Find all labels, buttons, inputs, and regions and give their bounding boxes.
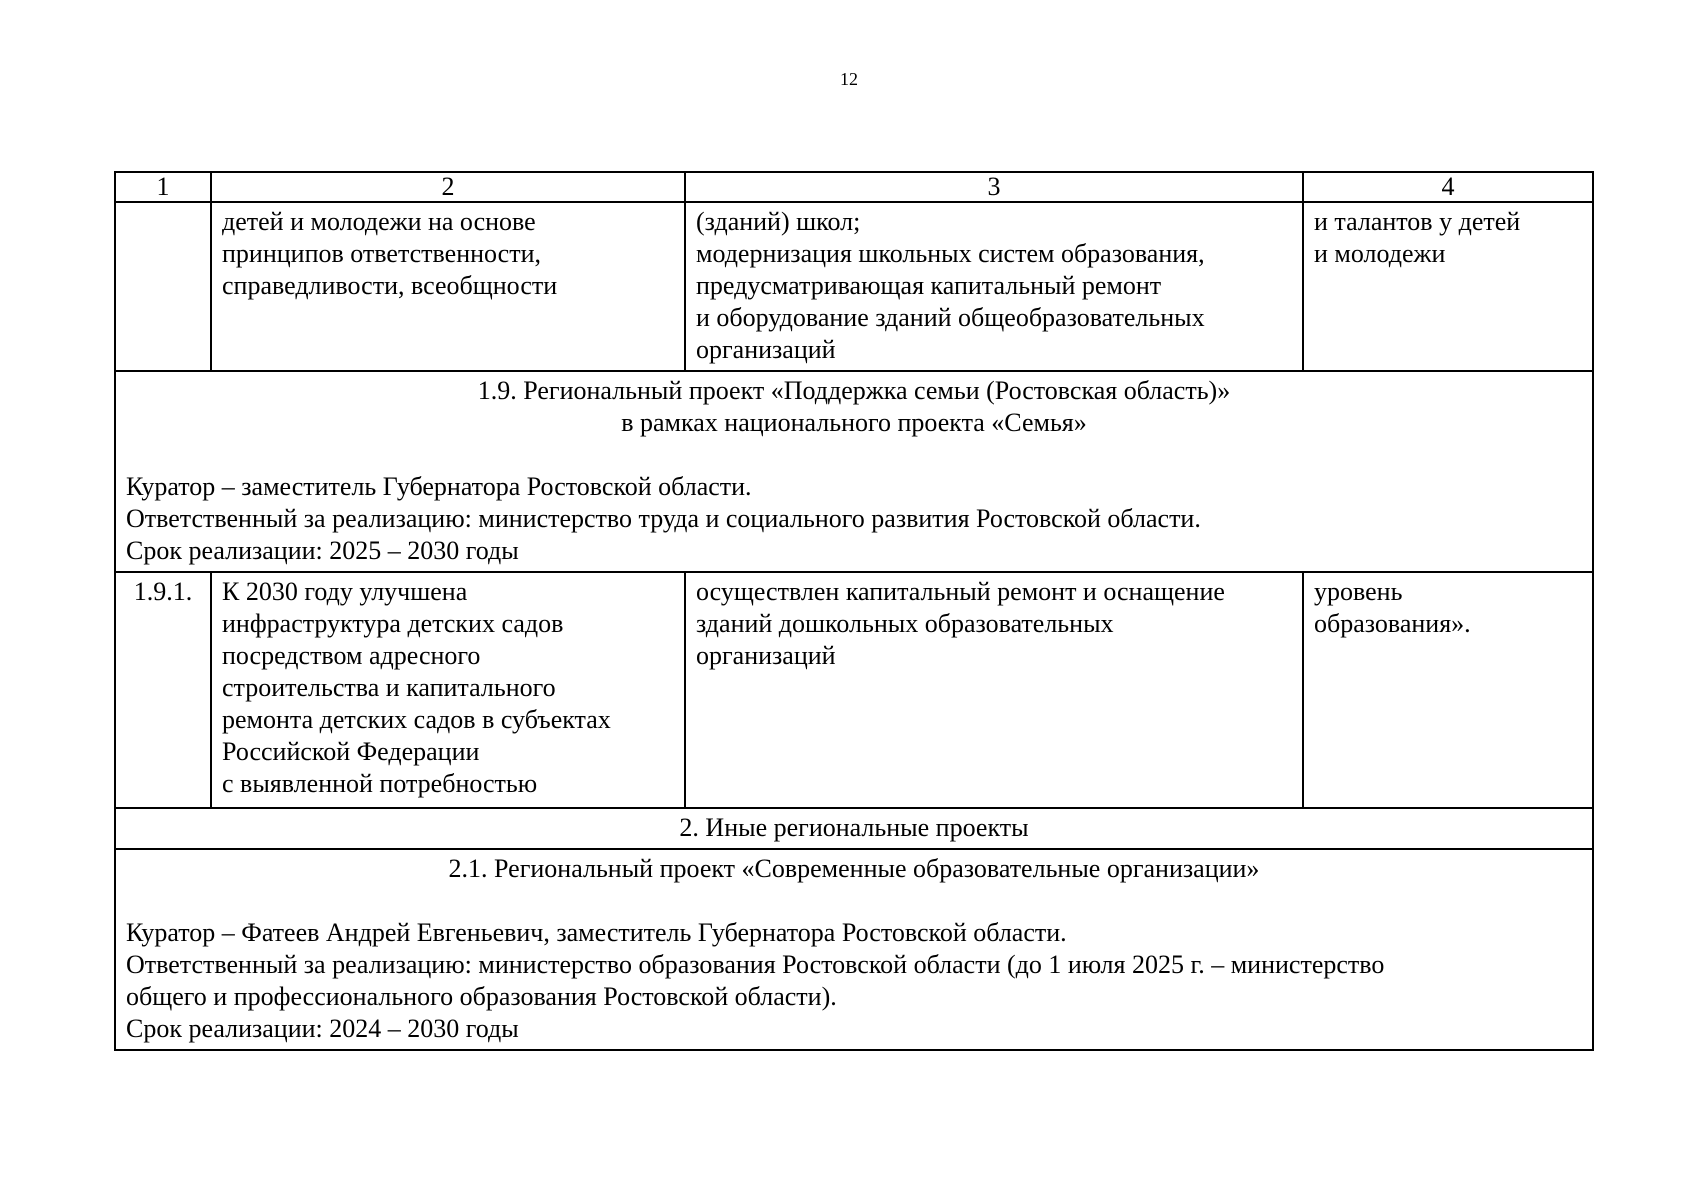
- section-row-2: [115, 808, 1593, 849]
- section-title-line: в рамках национального проекта «Семья»: [621, 408, 1087, 437]
- link-cell: [1303, 572, 1593, 808]
- table-row-continuation: [115, 202, 1593, 371]
- spacer: [126, 885, 1582, 917]
- text-line: детей и молодежи на основе: [222, 207, 536, 236]
- text-line: организаций: [696, 641, 836, 670]
- section-details: [126, 471, 1582, 567]
- section-title: [126, 853, 1582, 885]
- text-line: и оборудование зданий общеобразовательных: [696, 303, 1205, 332]
- section-2-1-cell: [115, 849, 1593, 1050]
- table-row-1-9-1: [115, 572, 1593, 808]
- section-1-9-cell: [115, 371, 1593, 572]
- task-cell: [685, 202, 1303, 371]
- row-number-cell: 1.9.1.: [115, 572, 211, 808]
- text-line: ремонта детских садов в субъектах: [222, 705, 611, 734]
- text-line: справедливости, всеобщности: [222, 271, 558, 300]
- text-line: принципов ответственности,: [222, 239, 541, 268]
- objective-cell: [211, 572, 685, 808]
- text-line: с выявленной потребностью: [222, 769, 538, 798]
- section-title-line: 2.1. Региональный проект «Современные образовательные организации»: [448, 854, 1260, 883]
- text-line: (зданий) школ;: [696, 207, 861, 236]
- text-line: модернизация школьных систем образования,: [696, 239, 1205, 268]
- section-row-1-9: [115, 371, 1593, 572]
- section-title-line: 1.9. Региональный проект «Поддержка семьи (Ростовская область)»: [477, 376, 1231, 405]
- objective-cell: [211, 202, 685, 371]
- section-title: [126, 375, 1582, 439]
- section-details: [126, 917, 1582, 1045]
- responsible-line: Ответственный за реализацию: министерство труда и социального развития Ростовской области.: [126, 504, 1201, 533]
- spacer: [126, 439, 1582, 471]
- curator-line: Куратор – Фатеев Андрей Евгеньевич, заместитель Губернатора Ростовской области.: [126, 918, 1067, 947]
- text-line: строительства и капитального: [222, 673, 556, 702]
- text-line: и молодежи: [1314, 239, 1446, 268]
- page-number: 12: [840, 69, 858, 89]
- text-line: зданий дошкольных образовательных: [696, 609, 1114, 638]
- section-row-2-1: [115, 849, 1593, 1050]
- link-cell: [1303, 202, 1593, 371]
- text-line: Российской Федерации: [222, 737, 480, 766]
- text-line: предусматривающая капитальный ремонт: [696, 271, 1162, 300]
- text-line: инфраструктура детских садов: [222, 609, 564, 638]
- text-line: уровень: [1314, 577, 1403, 606]
- task-cell: [685, 572, 1303, 808]
- text-line: образования».: [1314, 609, 1471, 638]
- column-header-4: 4: [1303, 172, 1593, 202]
- curator-line: Куратор – заместитель Губернатора Ростовской области.: [126, 472, 752, 501]
- column-header-2: 2: [211, 172, 685, 202]
- column-header-1: 1: [115, 172, 211, 202]
- text-line: и талантов у детей: [1314, 207, 1521, 236]
- section-2-title: 2. Иные региональные проекты: [115, 808, 1593, 849]
- text-line: посредством адресного: [222, 641, 481, 670]
- row-number-cell: [115, 202, 211, 371]
- term-line: Срок реализации: 2025 – 2030 годы: [126, 536, 519, 565]
- text-line: организаций: [696, 335, 836, 364]
- term-line: Срок реализации: 2024 – 2030 годы: [126, 1014, 519, 1043]
- responsible-line: Ответственный за реализацию: министерство образования Ростовской области (до 1 июля 2025 г. – министерство: [126, 950, 1385, 979]
- text-line: осуществлен капитальный ремонт и оснащение: [696, 577, 1225, 606]
- responsible-line-continued: общего и профессионального образования Ростовской области).: [126, 982, 837, 1011]
- text-line: К 2030 году улучшена: [222, 577, 468, 606]
- column-header-3: 3: [685, 172, 1303, 202]
- project-table: [114, 171, 1594, 1051]
- table-header-row: [115, 172, 1593, 202]
